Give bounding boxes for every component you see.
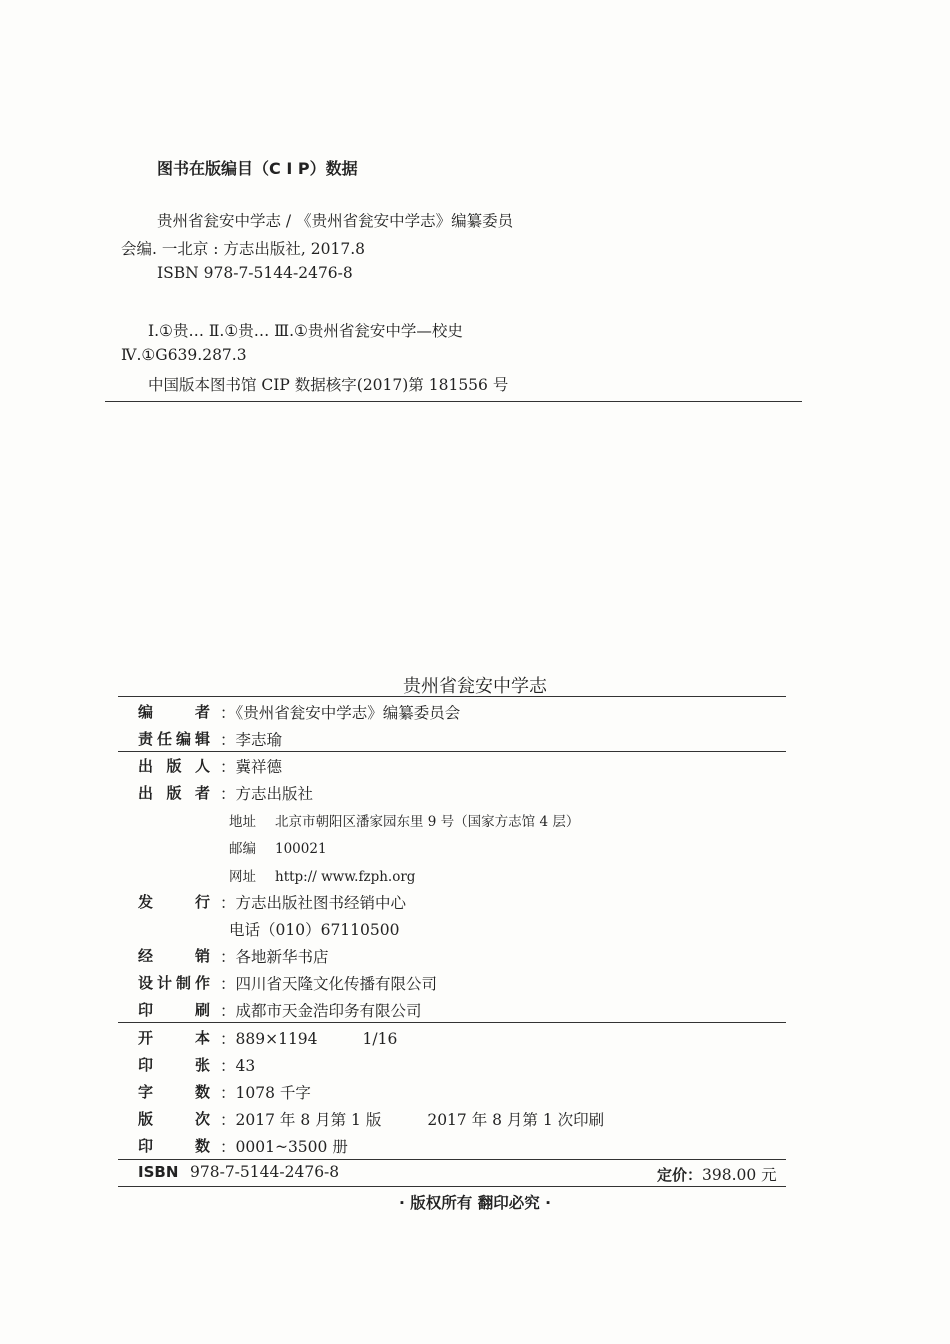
value-responsible-editor: ：李志瑜 [220, 731, 283, 749]
value-printing: ：成都市天金浩印务有限公司 [220, 1002, 422, 1020]
rule-3 [118, 1022, 786, 1023]
row-format [138, 1027, 397, 1049]
label-publisher: 出 版 者 [138, 784, 210, 802]
publisher-address: 地址 北京市朝阳区潘家园东里 9 号（国家方志馆 4 层） [229, 814, 580, 830]
value-publisher: ：方志出版社 [220, 785, 314, 803]
value-edition: ：2017 年 8 月第 1 版 2017 年 8 月第 1 次印刷 [220, 1111, 605, 1129]
publisher-website: 网址 http:// www.fzph.org [229, 869, 416, 885]
publisher-postcode: 邮编 100021 [229, 841, 327, 857]
label-publisher-person: 出 版 人 [138, 757, 210, 775]
row-printing [138, 999, 422, 1021]
value-sheets: ：43 [220, 1057, 256, 1075]
cip-line-1: 贵州省瓮安中学志 / 《贵州省瓮安中学志》编纂委员 [157, 212, 514, 230]
copyright-notice: · 版权所有 翻印必究 · [399, 1194, 551, 1212]
value-publisher-person: ：冀祥德 [220, 758, 283, 776]
label-responsible-editor: 责 任 编 辑 [138, 730, 210, 748]
label-distribution: 发 行 [138, 893, 210, 911]
label-words: 字 数 [138, 1083, 210, 1101]
row-isbn [138, 1163, 339, 1181]
distribution-phone: 电话（010）67110500 [229, 921, 400, 939]
label-format: 开 本 [138, 1029, 210, 1047]
cip-divider [105, 401, 802, 402]
value-format: ：889×1194 1/16 [220, 1030, 398, 1048]
cip-title: 图书在版编目（C I P）数据 [157, 159, 358, 178]
cip-line-5: Ⅳ.①G639.287.3 [121, 346, 247, 364]
cip-line-6: 中国版本图书馆 CIP 数据核字(2017)第 181556 号 [148, 376, 509, 394]
row-copies [138, 1135, 348, 1157]
price: 定价：398.00 元 [657, 1166, 777, 1184]
label-sheets: 印 张 [138, 1056, 210, 1074]
row-sheets [138, 1054, 255, 1076]
row-responsible-editor [138, 728, 282, 750]
book-title: 贵州省瓮安中学志 [403, 676, 547, 697]
value-isbn: 978-7-5144-2476-8 [190, 1163, 340, 1181]
row-edition [138, 1108, 604, 1130]
value-copies: ：0001~3500 册 [220, 1138, 348, 1156]
label-sales: 经 销 [138, 947, 210, 965]
cip-line-3: ISBN 978-7-5144-2476-8 [157, 264, 353, 282]
value-sales: ：各地新华书店 [220, 948, 329, 966]
value-design: ：四川省天隆文化传播有限公司 [220, 975, 438, 993]
row-editor [138, 701, 460, 723]
label-design: 设 计 制 作 [138, 974, 210, 992]
cip-line-2: 会编. 一北京 : 方志出版社, 2017.8 [121, 240, 366, 258]
row-design [138, 972, 437, 994]
label-edition: 版 次 [138, 1110, 210, 1128]
value-distribution: ：方志出版社图书经销中心 [220, 894, 407, 912]
rule-top [118, 696, 786, 697]
row-distribution [138, 891, 406, 913]
row-publisher-person [138, 755, 282, 777]
rule-bottom [118, 1186, 786, 1187]
label-isbn: ISBN [138, 1163, 179, 1181]
value-editor: ：《贵州省瓮安中学志》编纂委员会 [220, 704, 461, 722]
row-words [138, 1081, 311, 1103]
value-words: ：1078 千字 [220, 1084, 311, 1102]
row-sales [138, 945, 329, 967]
rule-2 [118, 751, 786, 752]
label-printing: 印 刷 [138, 1001, 210, 1019]
cip-line-4: Ⅰ.①贵… Ⅱ.①贵… Ⅲ.①贵州省瓮安中学—校史 [148, 322, 463, 340]
rule-4 [118, 1159, 786, 1160]
label-editor: 编 者 [138, 703, 210, 721]
row-publisher [138, 782, 313, 804]
label-copies: 印 数 [138, 1137, 210, 1155]
